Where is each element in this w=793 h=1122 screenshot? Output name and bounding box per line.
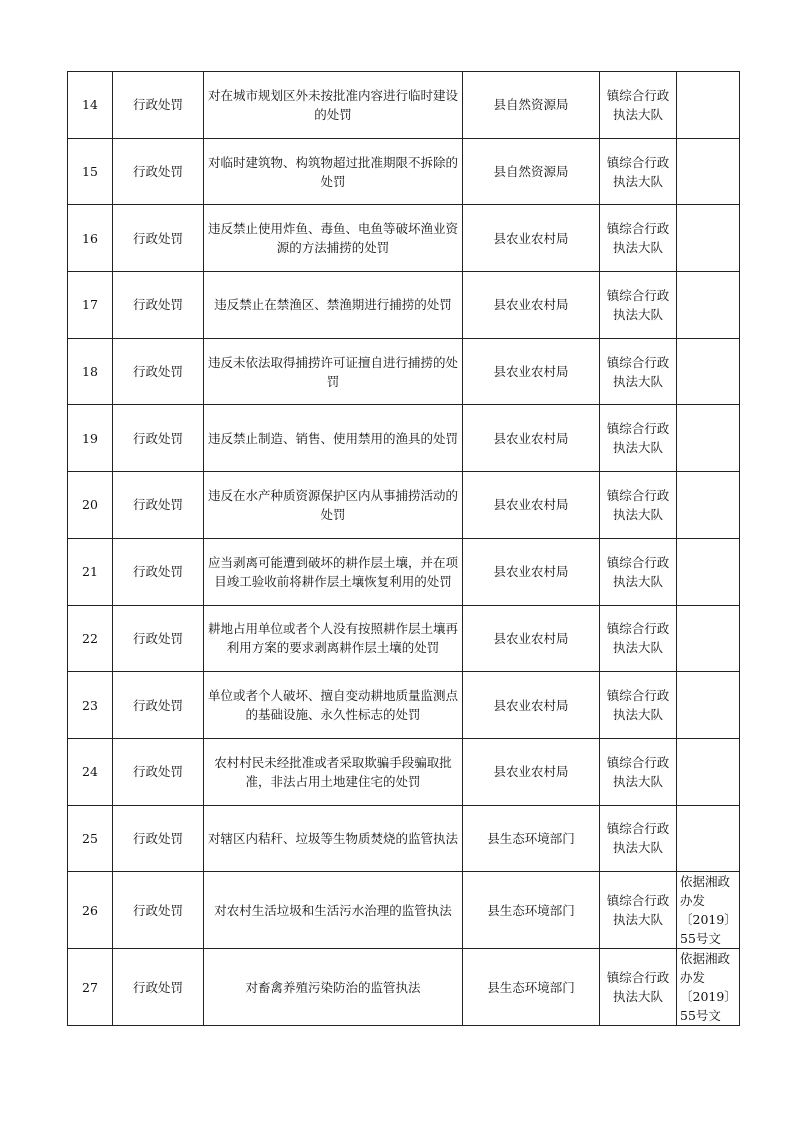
responsible-department: 县农业农村局 bbox=[463, 405, 600, 472]
executing-unit: 镇综合行政执法大队 bbox=[600, 872, 677, 949]
remarks bbox=[677, 738, 740, 805]
remarks bbox=[677, 205, 740, 272]
remarks bbox=[677, 538, 740, 605]
item-description: 单位或者个人破坏、擅自变动耕地质量监测点的基础设施、永久性标志的处罚 bbox=[204, 672, 463, 739]
item-description: 应当剥离可能遭到破坏的耕作层土壤，并在项目竣工验收前将耕作层土壤恢复利用的处罚 bbox=[204, 538, 463, 605]
item-description: 对临时建筑物、构筑物超过批准期限不拆除的处罚 bbox=[204, 138, 463, 205]
item-description: 对辖区内秸秆、垃圾等生物质焚烧的监管执法 bbox=[204, 805, 463, 872]
executing-unit: 镇综合行政执法大队 bbox=[600, 272, 677, 339]
responsible-department: 县农业农村局 bbox=[463, 605, 600, 672]
item-type: 行政处罚 bbox=[113, 738, 204, 805]
row-number: 23 bbox=[68, 672, 113, 739]
responsible-department: 县农业农村局 bbox=[463, 738, 600, 805]
remarks bbox=[677, 605, 740, 672]
table-row bbox=[68, 205, 740, 272]
executing-unit: 镇综合行政执法大队 bbox=[600, 72, 677, 139]
responsible-department: 县农业农村局 bbox=[463, 672, 600, 739]
item-description: 对畜禽养殖污染防治的监管执法 bbox=[204, 949, 463, 1026]
responsible-department: 县农业农村局 bbox=[463, 538, 600, 605]
item-description: 违反禁止在禁渔区、禁渔期进行捕捞的处罚 bbox=[204, 272, 463, 339]
enforcement-items-table bbox=[67, 71, 740, 1026]
remarks bbox=[677, 338, 740, 405]
table-row bbox=[68, 949, 740, 1026]
row-number: 20 bbox=[68, 472, 113, 539]
table-body bbox=[68, 72, 740, 1026]
remarks bbox=[677, 805, 740, 872]
item-type: 行政处罚 bbox=[113, 138, 204, 205]
table-row bbox=[68, 805, 740, 872]
responsible-department: 县生态环境部门 bbox=[463, 805, 600, 872]
remarks bbox=[677, 472, 740, 539]
item-type: 行政处罚 bbox=[113, 405, 204, 472]
table-row bbox=[68, 538, 740, 605]
executing-unit: 镇综合行政执法大队 bbox=[600, 138, 677, 205]
responsible-department: 县自然资源局 bbox=[463, 138, 600, 205]
row-number: 17 bbox=[68, 272, 113, 339]
row-number: 14 bbox=[68, 72, 113, 139]
item-description: 对在城市规划区外未按批准内容进行临时建设的处罚 bbox=[204, 72, 463, 139]
item-type: 行政处罚 bbox=[113, 205, 204, 272]
table-row bbox=[68, 872, 740, 949]
item-description: 违反禁止制造、销售、使用禁用的渔具的处罚 bbox=[204, 405, 463, 472]
responsible-department: 县农业农村局 bbox=[463, 472, 600, 539]
item-description: 违反未依法取得捕捞许可证擅自进行捕捞的处罚 bbox=[204, 338, 463, 405]
row-number: 18 bbox=[68, 338, 113, 405]
item-type: 行政处罚 bbox=[113, 272, 204, 339]
table-row bbox=[68, 672, 740, 739]
executing-unit: 镇综合行政执法大队 bbox=[600, 805, 677, 872]
executing-unit: 镇综合行政执法大队 bbox=[600, 472, 677, 539]
item-type: 行政处罚 bbox=[113, 605, 204, 672]
remarks bbox=[677, 138, 740, 205]
item-type: 行政处罚 bbox=[113, 872, 204, 949]
executing-unit: 镇综合行政执法大队 bbox=[600, 538, 677, 605]
table-row bbox=[68, 272, 740, 339]
table-row bbox=[68, 605, 740, 672]
table-row bbox=[68, 738, 740, 805]
row-number: 26 bbox=[68, 872, 113, 949]
row-number: 15 bbox=[68, 138, 113, 205]
item-type: 行政处罚 bbox=[113, 805, 204, 872]
table-row bbox=[68, 338, 740, 405]
executing-unit: 镇综合行政执法大队 bbox=[600, 949, 677, 1026]
item-type: 行政处罚 bbox=[113, 949, 204, 1026]
executing-unit: 镇综合行政执法大队 bbox=[600, 738, 677, 805]
responsible-department: 县农业农村局 bbox=[463, 205, 600, 272]
item-type: 行政处罚 bbox=[113, 672, 204, 739]
executing-unit: 镇综合行政执法大队 bbox=[600, 338, 677, 405]
item-type: 行政处罚 bbox=[113, 338, 204, 405]
responsible-department: 县农业农村局 bbox=[463, 338, 600, 405]
row-number: 24 bbox=[68, 738, 113, 805]
row-number: 25 bbox=[68, 805, 113, 872]
remarks bbox=[677, 405, 740, 472]
responsible-department: 县生态环境部门 bbox=[463, 949, 600, 1026]
table-row bbox=[68, 405, 740, 472]
item-type: 行政处罚 bbox=[113, 472, 204, 539]
remarks: 依据湘政办发〔2019〕55号文 bbox=[677, 949, 740, 1026]
row-number: 21 bbox=[68, 538, 113, 605]
executing-unit: 镇综合行政执法大队 bbox=[600, 605, 677, 672]
responsible-department: 县自然资源局 bbox=[463, 72, 600, 139]
item-description: 违反禁止使用炸鱼、毒鱼、电鱼等破坏渔业资源的方法捕捞的处罚 bbox=[204, 205, 463, 272]
executing-unit: 镇综合行政执法大队 bbox=[600, 672, 677, 739]
responsible-department: 县农业农村局 bbox=[463, 272, 600, 339]
item-description: 耕地占用单位或者个人没有按照耕作层土壤再利用方案的要求剥离耕作层土壤的处罚 bbox=[204, 605, 463, 672]
row-number: 19 bbox=[68, 405, 113, 472]
executing-unit: 镇综合行政执法大队 bbox=[600, 205, 677, 272]
item-description: 对农村生活垃圾和生活污水治理的监管执法 bbox=[204, 872, 463, 949]
row-number: 27 bbox=[68, 949, 113, 1026]
remarks: 依据湘政办发〔2019〕55号文 bbox=[677, 872, 740, 949]
executing-unit: 镇综合行政执法大队 bbox=[600, 405, 677, 472]
row-number: 22 bbox=[68, 605, 113, 672]
responsible-department: 县生态环境部门 bbox=[463, 872, 600, 949]
item-type: 行政处罚 bbox=[113, 72, 204, 139]
item-description: 违反在水产种质资源保护区内从事捕捞活动的处罚 bbox=[204, 472, 463, 539]
item-type: 行政处罚 bbox=[113, 538, 204, 605]
table-row bbox=[68, 472, 740, 539]
item-description: 农村村民未经批准或者采取欺骗手段骗取批准，非法占用土地建住宅的处罚 bbox=[204, 738, 463, 805]
row-number: 16 bbox=[68, 205, 113, 272]
table-row bbox=[68, 138, 740, 205]
remarks bbox=[677, 672, 740, 739]
table-row bbox=[68, 72, 740, 139]
remarks bbox=[677, 272, 740, 339]
remarks bbox=[677, 72, 740, 139]
